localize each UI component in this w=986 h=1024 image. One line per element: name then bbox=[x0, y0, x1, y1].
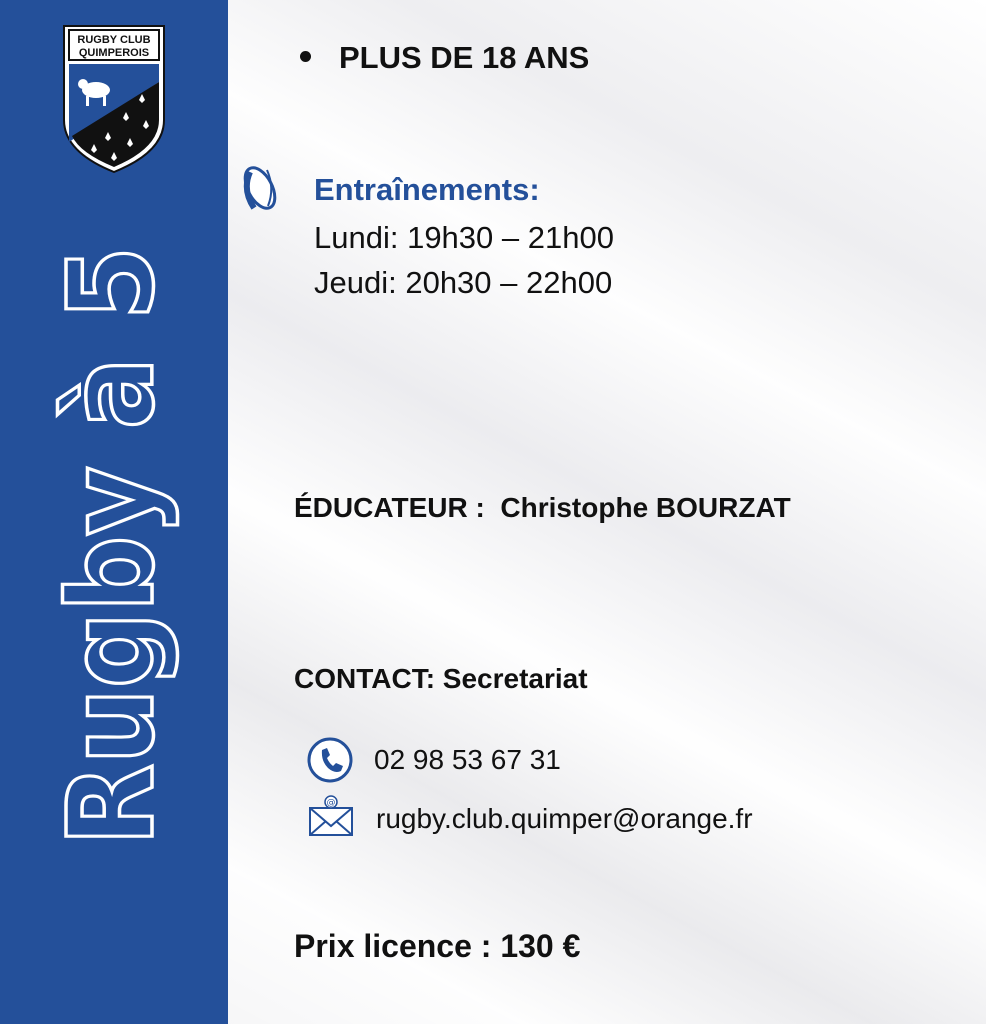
logo-text-line2: QUIMPEROIS bbox=[78, 47, 150, 59]
rugby-ball-icon bbox=[240, 160, 280, 216]
license-price: Prix licence : 130 € bbox=[294, 928, 581, 964]
sidebar-vertical-title bbox=[42, 181, 180, 852]
training-title: Entraînements: bbox=[314, 172, 540, 207]
category-label: PLUS DE 18 ANS bbox=[339, 40, 590, 75]
contact-phone[interactable]: 02 98 53 67 31 bbox=[374, 744, 561, 775]
sidebar-title-text: Rugby à 5 bbox=[42, 181, 180, 846]
category-line bbox=[300, 40, 589, 76]
contact-email[interactable]: rugby.club.quimper@orange.fr bbox=[376, 803, 753, 834]
logo-text-line1: RUGBY CLUB bbox=[77, 34, 151, 46]
training-session-thursday: Jeudi: 20h30 – 22h00 bbox=[314, 265, 613, 300]
sidebar bbox=[0, 0, 228, 1024]
training-session-monday: Lundi: 19h30 – 21h00 bbox=[314, 220, 614, 255]
bullet-dot bbox=[300, 51, 311, 62]
svg-text:@: @ bbox=[326, 798, 336, 808]
contact-title: CONTACT: Secretariat bbox=[294, 663, 588, 694]
club-logo bbox=[60, 24, 168, 174]
email-icon[interactable] bbox=[307, 794, 355, 838]
phone-icon[interactable] bbox=[306, 736, 354, 784]
educator-line: ÉDUCATEUR : Christophe BOURZAT bbox=[294, 492, 791, 523]
